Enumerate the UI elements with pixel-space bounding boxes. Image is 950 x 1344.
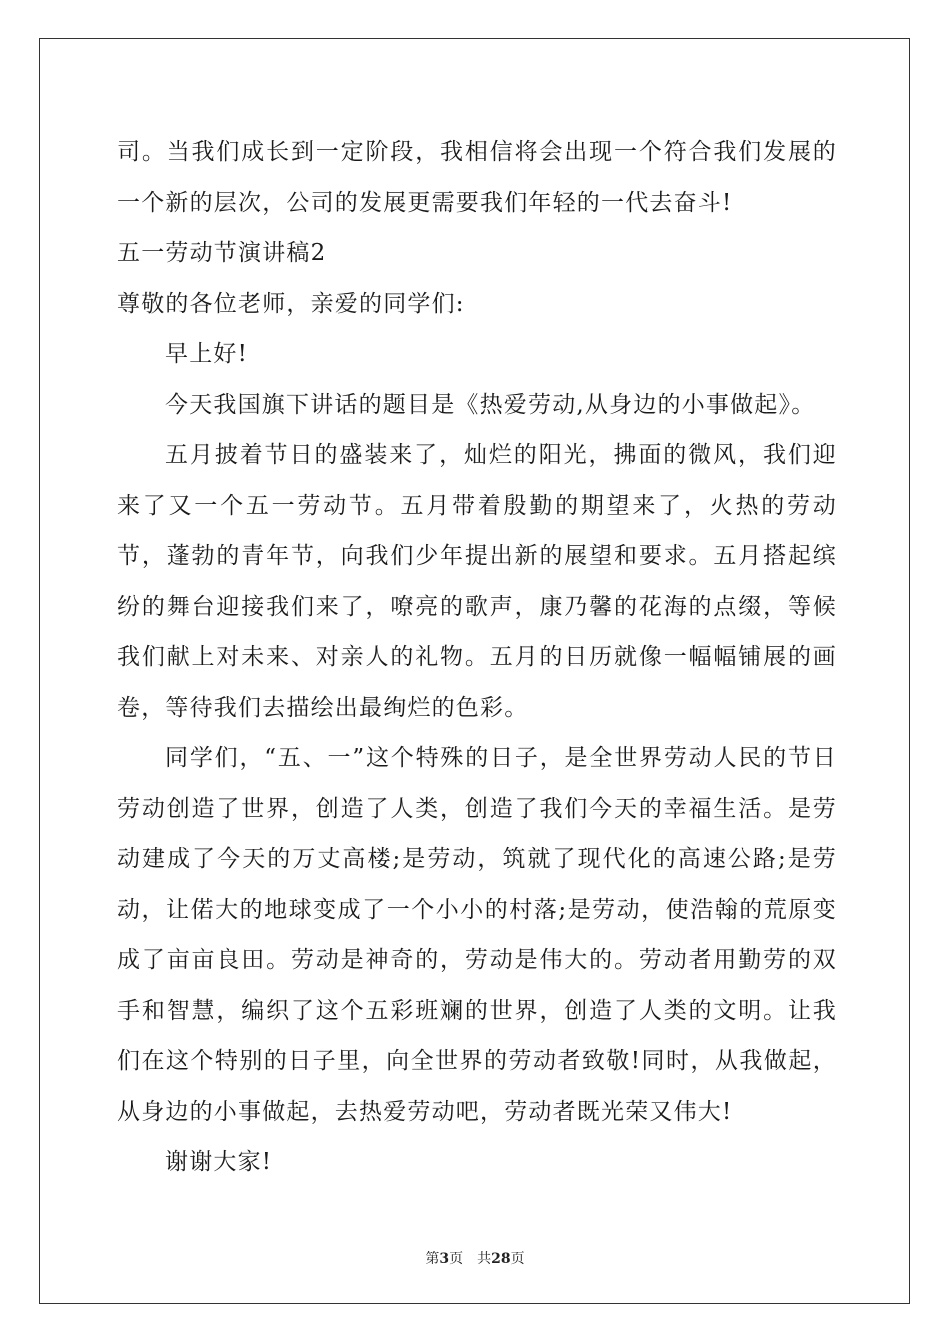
current-page-number: 3 <box>439 1251 450 1267</box>
footer-suffix: 页 <box>510 1251 525 1267</box>
footer-middle: 页 共 <box>449 1251 492 1267</box>
salutation: 尊敬的各位老师，亲爱的同学们: <box>117 290 465 317</box>
paragraph-may: 五月披着节日的盛装来了，灿烂的阳光，拂面的微风，我们迎来了又一个五一劳动节。五月带着殷勤的期望来了，火热的劳动节，蓬勃的青年节，向我们少年提出新的展望和要求。五月搭起缤纷的舞台迎接我们来了，嘹亮的歌声，康乃馨的花海的点缀，等候我们献上对未来、对亲人的礼物。五月的日历就像一幅幅铺展的画卷，等待我们去描绘出最绚烂的色彩。 <box>117 442 837 721</box>
page-footer <box>0 1248 950 1268</box>
total-page-count: 28 <box>491 1251 511 1267</box>
closing-thanks: 谢谢大家! <box>165 1149 273 1175</box>
paragraph-continuation: 司。当我们成长到一定阶段，我相信将会出现一个符合我们发展的一个新的层次，公司的发展更需要我们年轻的一代去奋斗! <box>117 139 837 216</box>
greeting: 早上好! <box>165 341 249 367</box>
section-title: 五一劳动节演讲稿2 <box>117 240 327 266</box>
document-body <box>117 127 837 1188</box>
footer-prefix: 第 <box>425 1251 440 1267</box>
paragraph-labor: 同学们，“五、一”这个特殊的日子，是全世界劳动人民的节日劳动创造了世界，创造了人类，创造了我们今天的幸福生活。是劳动建成了今天的万丈高楼;是劳动，筑就了现代化的高速公路;是劳动，让偌大的地球变成了一个小小的村落;是劳动，使浩翰的荒原变成了亩亩良田。劳动是神奇的，劳动是伟大的。劳动者用勤劳的双手和智慧，编织了这个五彩班斓的世界，创造了人类的文明。让我们在这个特别的日子里，向全世界的劳动者致敬!同时，从我做起，从身边的小事做起，去热爱劳动吧，劳动者既光荣又伟大! <box>117 745 837 1125</box>
speech-topic: 今天我国旗下讲话的题目是《热爱劳动,从身边的小事做起》。 <box>165 391 816 418</box>
